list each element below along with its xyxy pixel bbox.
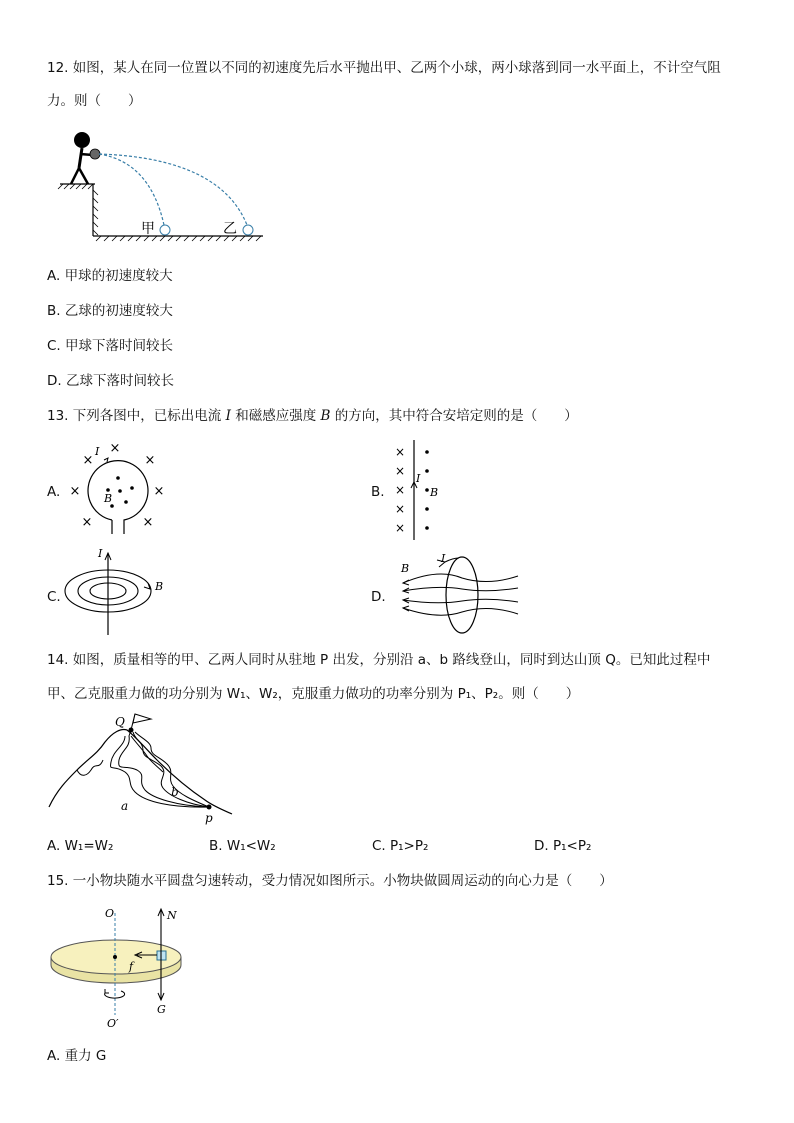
svg-text:×: ×	[394, 445, 406, 459]
trajectory-jia	[99, 154, 164, 225]
q12-option-a: A. 甲球的初速度较大	[47, 268, 173, 284]
thrower-head	[74, 132, 90, 148]
q13-figure-c-rings	[62, 545, 172, 640]
q13a-current-label: I	[95, 445, 100, 458]
svg-text:×: ×	[81, 515, 93, 530]
q13-option-a-label: A.	[47, 484, 61, 500]
q13-option-c-label: C.	[47, 589, 61, 605]
svg-text:×: ×	[69, 484, 81, 499]
ball-in-hand	[90, 149, 100, 159]
label-f: f	[129, 960, 134, 973]
q14-option-c: C. P₁>P₂	[372, 838, 429, 854]
q14-mountain-figure	[47, 710, 237, 825]
q15-stem: 15. 一小物块随水平圆盘匀速转动，受力情况如图所示。小物块做圆周运动的向心力是（ ）	[47, 873, 613, 889]
label-n: N	[167, 909, 177, 922]
ball-yi	[243, 225, 253, 235]
q14-option-b: B. W₁<W₂	[209, 838, 276, 854]
q13-figure-a-loop	[62, 438, 172, 538]
mountain-outline	[49, 730, 232, 815]
q13-option-b-label: B.	[371, 484, 385, 500]
q13-stem	[47, 406, 578, 426]
q13-stem-current-symbol: I	[225, 408, 231, 424]
svg-text:×: ×	[153, 484, 165, 499]
q13-figure-d-coil	[393, 548, 523, 638]
svg-text:×: ×	[144, 453, 156, 468]
label-b: b	[171, 785, 179, 799]
svg-text:×: ×	[109, 441, 121, 456]
route-a	[119, 730, 209, 807]
q13d-field-label: B	[401, 562, 410, 575]
label-yi: 乙	[223, 221, 237, 237]
label-a: a	[121, 799, 129, 813]
q14-option-a: A. W₁=W₂	[47, 838, 114, 854]
svg-text:×: ×	[394, 521, 406, 535]
q12-stem-line2: 力。则（ ）	[47, 93, 142, 109]
q12-stem-line1: 12. 如图，某人在同一位置以不同的初速度先后水平抛出甲、乙两个小球，两小球落到同一水平面上，不计空气阻	[47, 60, 721, 76]
q13-stem-part2: 和磁感应强度	[235, 408, 317, 424]
q12-option-d: D. 乙球下落时间较长	[47, 373, 174, 389]
q13c-field-label: B	[155, 580, 164, 593]
q12-option-b: B. 乙球的初速度较大	[47, 303, 173, 319]
q13d-current-label: I	[441, 552, 446, 565]
q13-stem-part3: 的方向，其中符合安培定则的是（ ）	[334, 408, 578, 424]
label-p: p	[205, 811, 213, 825]
q13b-field-label: B	[430, 486, 439, 499]
label-g: G	[157, 1003, 166, 1016]
trajectory-yi	[99, 154, 247, 225]
q14-option-d: D. P₁<P₂	[534, 838, 592, 854]
summit-point	[129, 728, 134, 733]
q13b-current-label: I	[416, 472, 421, 485]
label-o: O	[105, 907, 115, 920]
q13-figure-b-wire	[390, 440, 450, 542]
start-point	[207, 805, 212, 810]
q15-turntable-figure	[47, 905, 192, 1035]
svg-text:×: ×	[394, 483, 406, 497]
q13-stem-field-symbol: B	[320, 408, 331, 424]
q14-stem-line2: 甲、乙克服重力做的功分别为 W₁、W₂，克服重力做功的功率分别为 P₁、P₂。则（ ）	[47, 686, 580, 702]
q12-option-c: C. 甲球下落时间较长	[47, 338, 174, 354]
label-o-prime: O′	[107, 1017, 119, 1030]
label-q: Q	[115, 715, 125, 729]
q13-stem-part1: 13. 下列各图中，已标出电流	[47, 408, 222, 424]
svg-text:×: ×	[82, 453, 94, 468]
svg-text:×: ×	[142, 515, 154, 530]
ball-jia	[160, 225, 170, 235]
q14-stem-line1: 14. 如图，质量相等的甲、乙两人同时从驻地 P 出发，分别沿 a、b 路线登山，同时到达山顶 Q。已知此过程中	[47, 652, 711, 668]
q13c-current-label: I	[98, 547, 103, 560]
svg-text:×: ×	[394, 464, 406, 478]
label-jia: 甲	[141, 221, 155, 237]
q13a-field-label: B	[104, 492, 113, 505]
q15-option-a: A. 重力 G	[47, 1048, 107, 1064]
svg-text:×: ×	[394, 502, 406, 516]
q13-option-d-label: D.	[371, 589, 386, 605]
q12-projectile-figure	[55, 128, 275, 246]
